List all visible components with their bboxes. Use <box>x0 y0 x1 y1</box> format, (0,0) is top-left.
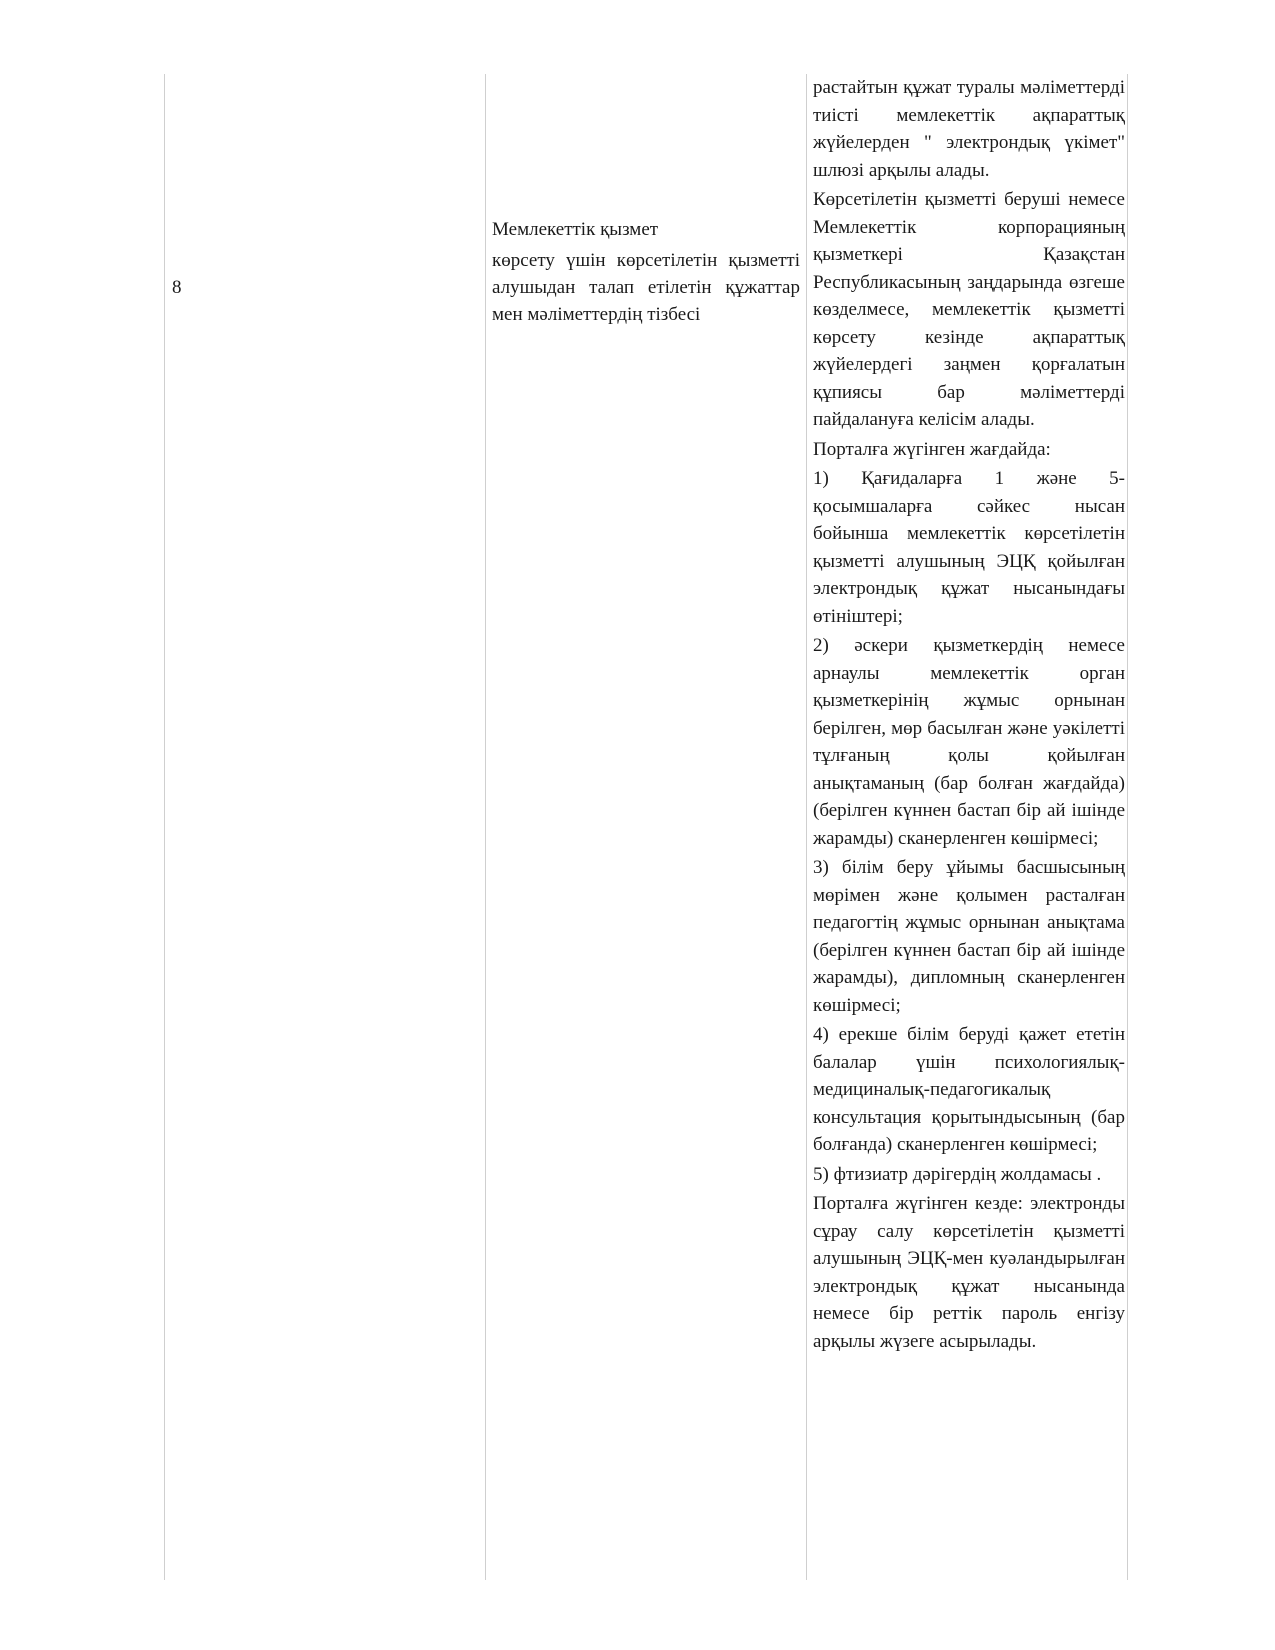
row-name-line2: көрсету үшін көрсетілетін қызметті алушыдан талап етілетін құжаттар мен мәліметтердің тізбесі <box>492 250 800 325</box>
table-border-col2 <box>485 74 486 1580</box>
row-number: 8 <box>172 277 182 298</box>
paragraph: растайтын құжат туралы мәліметтерді тиісті мемлекеттік ақпараттық жүйелерден " электрондық үкімет" шлюзі арқылы алады. <box>813 77 1125 181</box>
table-border-col3 <box>806 74 807 1580</box>
row-content-cell <box>813 74 1125 1357</box>
paragraph: Порталға жүгінген кезде: электронды сұрау салу көрсетілетін қызметті алушының ЭЦҚ-мен куәландырылған электрондық құжат нысанында немесе бір реттік пароль енгізу арқылы жүзеге асырылады. <box>813 1193 1125 1352</box>
paragraph: Көрсетілетін қызметті беруші немесе Мемлекеттік корпорацияның қызметкері Қазақстан Республикасының заңдарында өзгеше көзделмесе, мемлекеттік қызметті көрсету кезінде ақпараттық жүйелердегі заңмен қорғалатын құпиясы бар мәліметтерді пайдалануға келісім алады. <box>813 189 1125 430</box>
paragraph: 3) білім беру ұйымы басшысының мөрімен және қолымен расталған педагогтің жұмыс орнынан анықтама (берілген күннен бастап бір ай ішінде жарамды), дипломның сканерленген көшірмесі; <box>813 857 1125 1016</box>
paragraph: Порталға жүгінген жағдайда: <box>813 438 1051 460</box>
table-border-left <box>164 74 165 1580</box>
row-name-line1: Мемлекеттік қызмет <box>492 219 659 240</box>
table-border-right <box>1127 74 1128 1580</box>
paragraph: 4) ерекше білім беруді қажет ететін балалар үшін психологиялық-медициналық-педагогикалық консультация қорытындысының (бар болғанда) сканерленген көшірмесі; <box>813 1024 1125 1155</box>
paragraph: 5) фтизиатр дәрігердің жолдамасы . <box>813 1163 1102 1185</box>
row-name-cell <box>492 216 800 328</box>
paragraph: 2) әскери қызметкердің немесе арнаулы мемлекеттік орган қызметкерінің жұмыс орнынан берілген, мөр басылған және уәкілетті тұлғаның қолы қойылған анықтаманың (бар болған жағдайда) (берілген күннен бастап бір ай ішінде жарамды) сканерленген көшірмесі; <box>813 635 1125 849</box>
paragraph: 1) Қағидаларға 1 және 5-қосымшаларға сәйкес нысан бойынша мемлекеттік көрсетілетін қызметті алушының ЭЦҚ қойылған электрондық құжат нысанындағы өтініштері; <box>813 468 1125 627</box>
